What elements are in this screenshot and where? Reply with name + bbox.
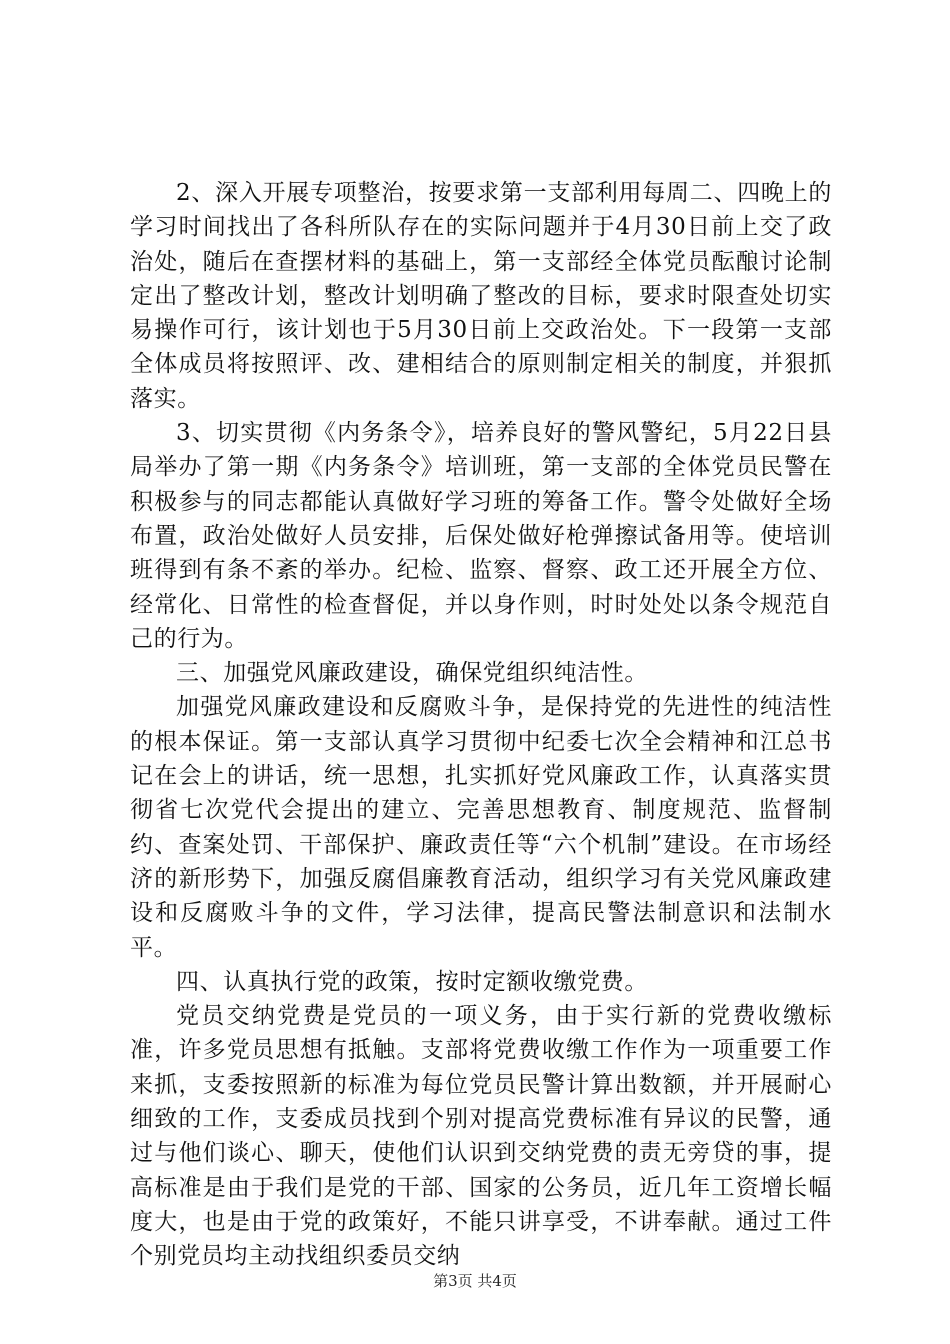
section-heading-party-dues: 四、认真执行党的政策，按时定额收缴党费。 <box>176 968 648 995</box>
paragraph-integrity: 加强党风廉政建设和反腐败斗争，是保持党的先进性的纯洁性的根本保证。第一支部认真学习贯彻中纪委七次全会精神和江总书记在会上的讲话，统一思想，扎实抓好党风廉政工作，认真落实贯彻省七次党代会提出的建立、完善思想教育、制度规范、监督制约、查案处罚、干部保护、廉政责任等“六个机制”建设。在市场经济的新形势下，加强反腐倡廉教育活动，组织学习有关党风廉政建设和反腐败斗争的文件，学习法律，提高民警法制意识和法制水平。 <box>130 694 832 961</box>
section-heading-integrity: 三、加强党风廉政建设，确保党组织纯洁性。 <box>176 660 648 687</box>
paragraph-party-dues: 党员交纳党费是党员的一项义务，由于实行新的党费收缴标准，许多党员思想有抵触。支部将党费收缴工作作为一项重要工作来抓，支委按照新的标准为每位党员民警计算出数额，并开展耐心细致的工作，支委成员找到个别对提高党费标准有异议的民警，通过与他们谈心、聊天，使他们认识到交纳党费的责无旁贷的事，提高标准是由于我们是党的干部、国家的公务员，近几年工资增长幅度大，也是由于党的政策好，不能只讲享受，不讲奉献。通过工件个别党员均主动找组织委员交纳 <box>130 1003 832 1270</box>
paragraph-internal-regulations: 3、切实贯彻《内务条令》，培养良好的警风警纪，5月22日县局举办了第一期《内务条令》培训班，第一支部的全体党员民警在积极参与的同志都能认真做好学习班的筹备工作。警令处做好全场布置，政治处做好人员安排，后保处做好枪弹擦试备用等。使培训班得到有条不紊的举办。纪检、监察、督察、政工还开展全方位、经常化、日常性的检查督促，并以身作则，时时处处以条令规范自己的行为。 <box>130 420 832 652</box>
document-body <box>130 176 832 1274</box>
page-number-footer: 第3页 共4页 <box>433 1272 517 1290</box>
paragraph-rectification: 2、深入开展专项整治，按要求第一支部利用每周二、四晚上的学习时间找出了各科所队存在的实际问题并于4月30日前上交了政治处，随后在查摆材料的基础上，第一支部经全体党员酝酿讨论制定出了整改计划，整改计划明确了整改的目标，要求时限查处切实易操作可行，该计划也于5月30日前上交政治处。下一段第一支部全体成员将按照评、改、建相结合的原则制定相关的制度，并狠抓落实。 <box>130 180 832 412</box>
